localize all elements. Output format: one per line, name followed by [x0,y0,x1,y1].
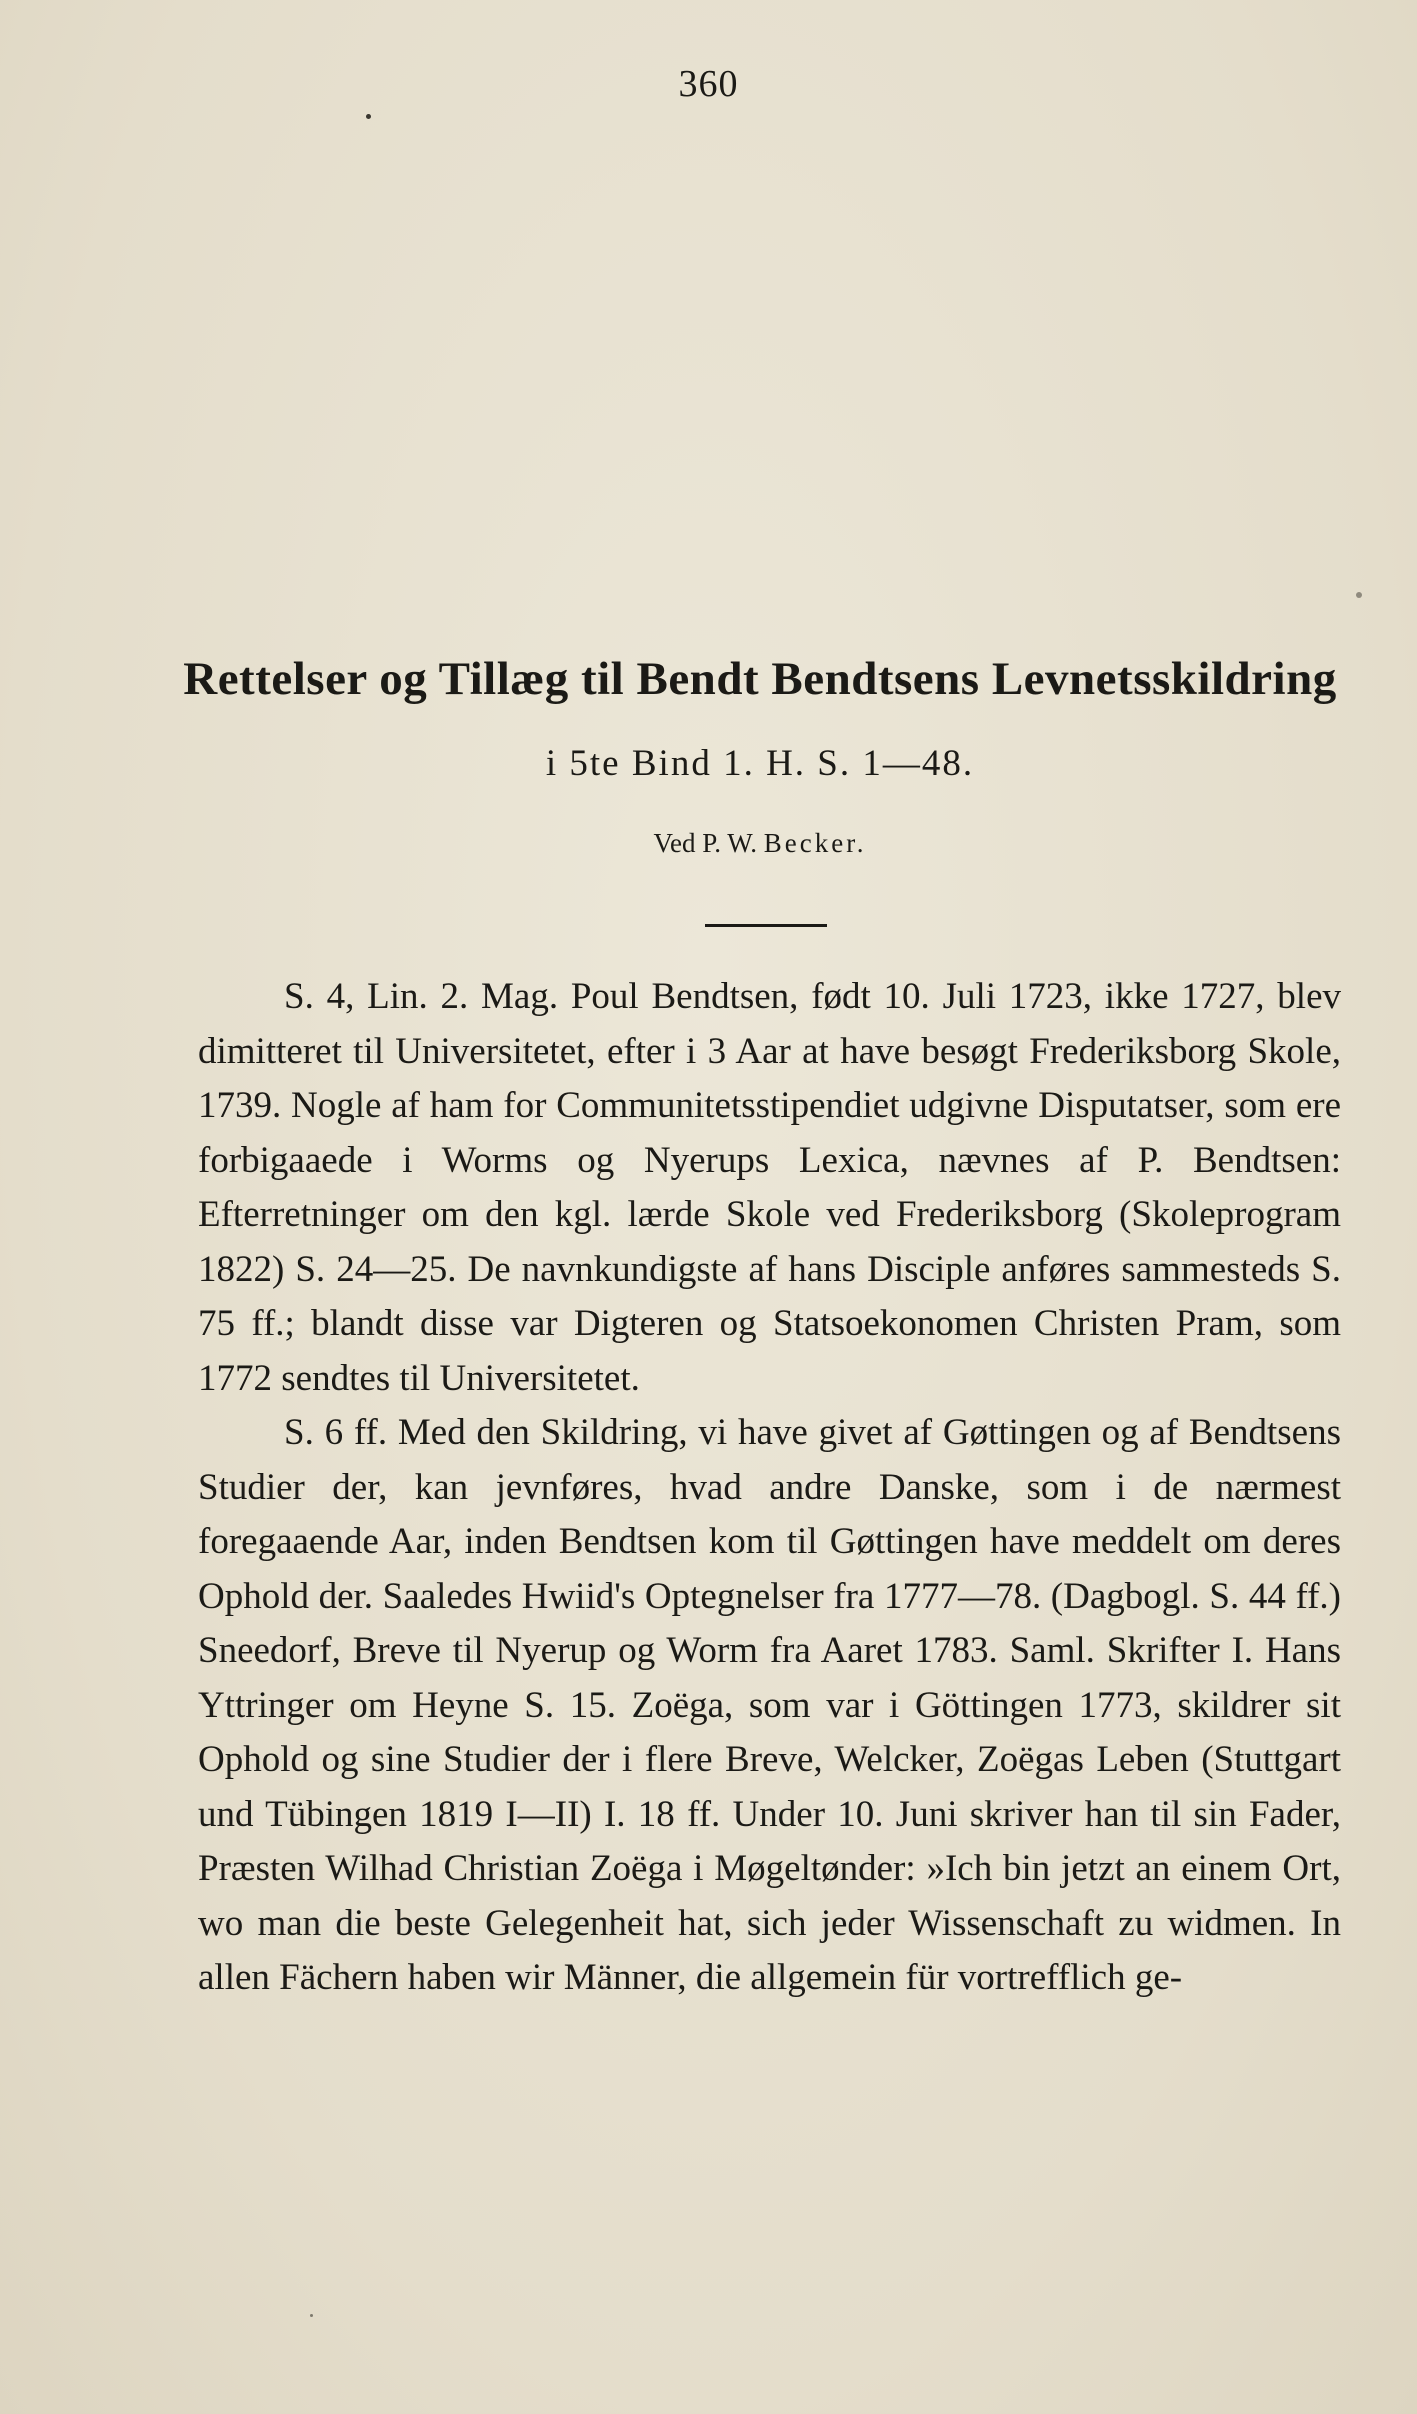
print-speck [366,114,371,119]
print-speck [310,2314,313,2317]
paragraph: S. 6 ff. Med den Skildring, vi have givet af Gøttingen og af Bendtsens Studier der, kan jevnføres, hvad andre Danske, som i de nærmest foregaaende Aar, inden Bendtsen kom til Gøttingen have meddelt om deres Ophold der. Saaledes Hwiid's Optegnelser fra 1777—78. (Dagbogl. S. 44 ff.) Sneedorf, Breve til Nyerup og Worm fra Aaret 1783. Saml. Skrifter I. Hans Yttringer om Heyne S. 15. Zoëga, som var i Göttingen 1773, skildrer sit Ophold og sine Studier der i flere Breve, Welcker, Zoëgas Leben (Stuttgart und Tübingen 1819 I—II) I. 18 ff. Under 10. Juni skriver han til sin Fader, Præsten Wilhad Christian Zoëga i Møgeltønder: »Ich bin jetzt an einem Ort, wo man die beste Gelegenheit hat, sich jeder Wissenschaft zu widmen. In allen Fächern haben wir Männer, die allgemein für vortrefflich ge- [198,1412,1341,1998]
print-speck [1356,592,1362,598]
page-number: 360 [678,63,739,105]
author-name: Becker. [763,828,867,858]
section-title: Rettelser og Tillæg til Bendt Bendtsens Levnetsskildring [183,653,1337,705]
body-text [198,970,1341,2006]
section-divider [705,924,827,927]
byline-prefix: Ved P. W. [653,828,758,858]
paragraph: S. 4, Lin. 2. Mag. Poul Bendtsen, født 10. Juli 1723, ikke 1727, blev dimitteret til Universitetet, efter i 3 Aar at have besøgt Frederiksborg Skole, 1739. Nogle af ham for Communitetsstipendiet udgivne Disputatser, som ere forbigaaede i Worms og Nyerups Lexica, nævnes af P. Bendtsen: Efterretninger om den kgl. lærde Skole ved Frederiksborg (Skoleprogram 1822) S. 24—25. De navnkundigste af hans Disciple anføres sammesteds S. 75 ff.; blandt disse var Digteren og Statsoekonomen Christen Pram, som 1772 sendtes til Universitetet. [198,976,1341,1399]
author-byline [180,828,1340,859]
section-subtitle: i 5te Bind 1. H. S. 1—48. [545,743,975,784]
